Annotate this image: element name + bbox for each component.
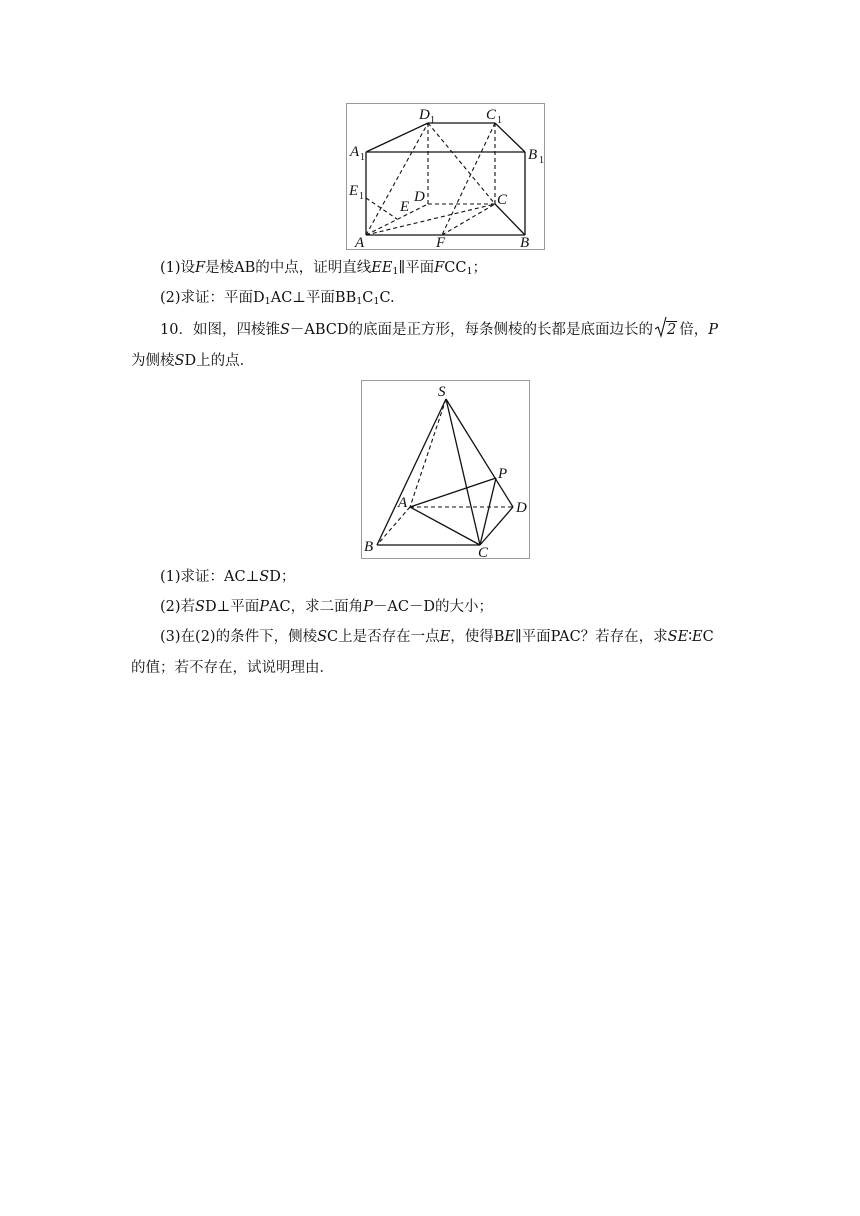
label-C1: C (486, 107, 497, 123)
label-E: E (400, 199, 410, 215)
q9-part1: (1)设F是棱AB的中点，证明直线$EE_1\parallel$平面$FCC_1$； (160, 260, 487, 277)
q10-part3-cont: 的值；若不存在，试说明理由． (131, 660, 334, 676)
label-P: P (498, 466, 508, 482)
label-E1-sub: 1 (359, 191, 364, 202)
figure-pyramid (361, 380, 530, 559)
label-D: D (414, 189, 425, 205)
label-S: S (438, 384, 446, 400)
label-C1-sub: 1 (497, 115, 502, 126)
label-C: C (497, 192, 508, 208)
pyramid-diagram (362, 381, 529, 558)
label-B: B (364, 539, 374, 555)
label-B1-sub: 1 (539, 155, 544, 166)
label-A: A (398, 495, 408, 511)
label-A: A (355, 235, 365, 249)
label-D1-sub: 1 (430, 115, 435, 126)
label-F: F (436, 235, 446, 249)
label-D1: D (419, 107, 430, 123)
label-B1: B (528, 147, 538, 163)
label-A1: A (350, 144, 360, 160)
q10-intro-line2: 为侧棱SD上的点． (131, 353, 255, 369)
prism-diagram (347, 104, 544, 249)
label-A1-sub: 1 (360, 152, 365, 163)
figure-prism (346, 103, 545, 250)
q10-part3: (3)在(2)的条件下，侧棱SC上是否存在一点E，使得BE∥平面PAC？若存在，求SE∶EC (160, 629, 714, 645)
q10-part1: (1)求证：AC⊥SD； (160, 569, 296, 585)
q10-intro-line1: 10．如图，四棱锥S－ABCD的底面是正方形，每条侧棱的长都是底面边长的 2 倍，P (160, 320, 718, 340)
sqrt-symbol: 2 (655, 320, 677, 340)
label-B: B (520, 235, 530, 249)
q10-part2: (2)若SD⊥平面PAC，求二面角P－AC－D的大小； (160, 599, 494, 615)
label-E1: E (349, 183, 359, 199)
q9-part2: (2)求证：平面$D_1AC\perp$平面$BB_1C_1C$. (160, 290, 395, 307)
label-C: C (478, 545, 489, 558)
label-D: D (516, 500, 527, 516)
